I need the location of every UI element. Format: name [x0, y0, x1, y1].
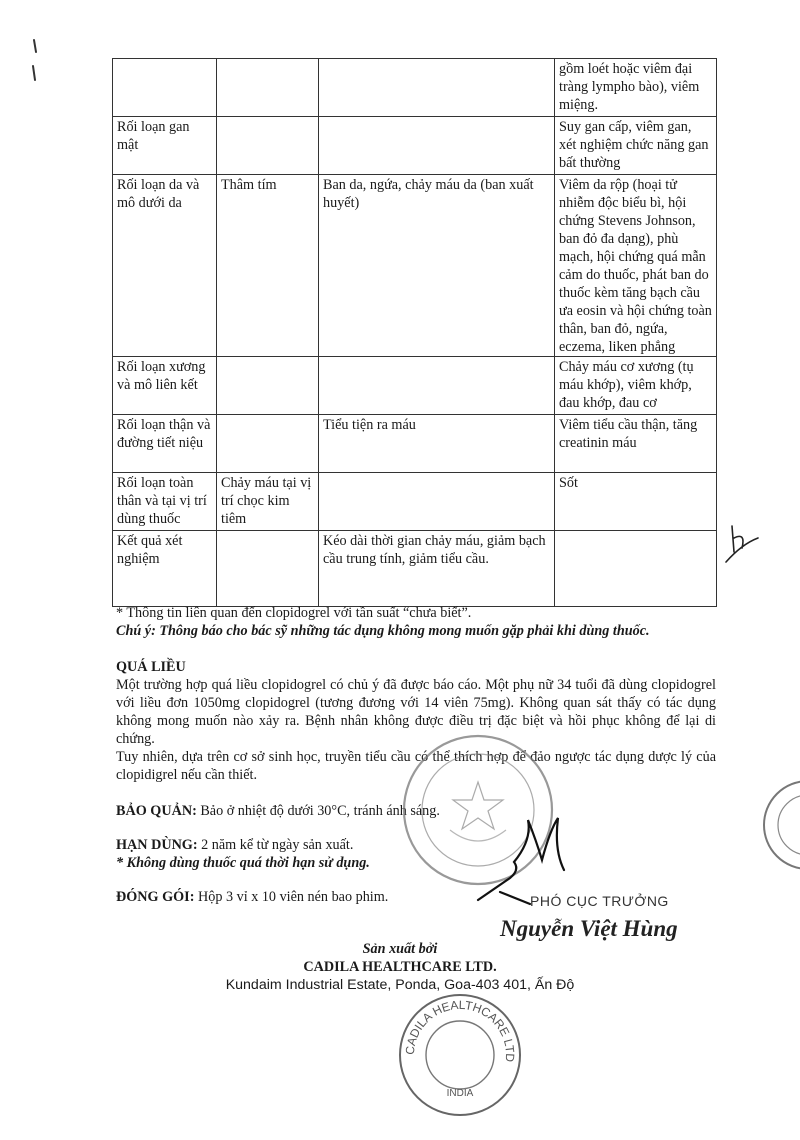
packing-text: Hộp 3 vỉ x 10 viên nén bao phim.: [194, 889, 389, 905]
table-cell: Thâm tím: [217, 175, 319, 357]
table-cell: [217, 415, 319, 473]
footnote: * Thông tin liên quan đến clopidogrel với tần suất “chưa biết”.: [116, 605, 472, 621]
table-cell: [217, 357, 319, 415]
partial-stamp-icon: [760, 770, 800, 880]
initials-scribble-icon: [722, 518, 762, 568]
table-cell: Kéo dài thời gian chảy máu, giảm bạch cầu trung tính, giảm tiểu cầu.: [319, 531, 555, 607]
stamp-text: CADILA HEALTHCARE LTD: [402, 997, 518, 1063]
expiry-text: 2 năm kể từ ngày sản xuất.: [197, 837, 354, 853]
manufacturer-by: Sản xuất bởi: [362, 941, 438, 957]
overdose-heading: QUÁ LIỀU: [116, 659, 186, 675]
table-cell: [113, 59, 217, 117]
table-cell: [319, 473, 555, 531]
table-cell: Rối loạn da và mô dưới da: [113, 175, 217, 357]
table-cell: Tiểu tiện ra máu: [319, 415, 555, 473]
table-cell: [217, 531, 319, 607]
overdose-paragraph: Một trường hợp quá liều clopidogrel có chủ ý đã được báo cáo. Một phụ nữ 34 tuổi đã dùng clopidogrel với liều đơn 1050mg clopidogrel (tương đương với 14 viên 75mg). Không quan sát thấy có tác dụng không mong muốn nào xảy ra. Bệnh nhân không được điều trị đặc biệt và hồi phục không để lại di chứng.: [116, 677, 716, 747]
table-body: [113, 59, 717, 607]
table-cell: Rối loạn xương và mô liên kết: [113, 357, 217, 415]
table-cell: [319, 357, 555, 415]
table-cell: Rối loạn thận và đường tiết niệu: [113, 415, 217, 473]
table-cell: Ban da, ngứa, chảy máu da (ban xuất huyết): [319, 175, 555, 357]
table-row: [113, 473, 717, 531]
table-cell: [319, 117, 555, 175]
stamp-country: INDIA: [446, 1088, 474, 1099]
table-row: [113, 357, 717, 415]
company-stamp-icon: [395, 990, 525, 1120]
packing-label: ĐÓNG GÓI:: [116, 889, 195, 905]
table-cell: Rối loạn toàn thân và tại vị trí dùng thuốc: [113, 473, 217, 531]
expiry-warning: * Không dùng thuốc quá thời hạn sử dụng.: [116, 855, 370, 871]
table-cell: [319, 59, 555, 117]
adverse-effects-table: [112, 58, 717, 607]
table-cell: Suy gan cấp, viêm gan, xét nghiệm chức năng gan bất thường: [555, 117, 717, 175]
table-row: [113, 117, 717, 175]
table-cell: Sốt: [555, 473, 717, 531]
table-cell: [555, 531, 717, 607]
table-cell: gồm loét hoặc viêm đại tràng lympho bào), viêm miệng.: [555, 59, 717, 117]
manufacturer-address: Kundaim Industrial Estate, Ponda, Goa-403 401, Ấn Độ: [225, 977, 575, 993]
storage-label: BẢO QUẢN:: [116, 803, 197, 819]
table-row: [113, 59, 717, 117]
table-cell: Kết quả xét nghiệm: [113, 531, 217, 607]
table-cell: Chảy máu tại vị trí chọc kim tiêm: [217, 473, 319, 531]
margin-mark-icon: [28, 36, 42, 86]
expiry-label: HẠN DÙNG:: [116, 837, 198, 853]
table-cell: [217, 59, 319, 117]
manufacturer-name: CADILA HEALTHCARE LTD.: [303, 959, 497, 975]
overdose-paragraph-2: Tuy nhiên, dựa trên cơ sở sinh học, truyền tiểu cầu có thể thích hợp để đảo ngược tác dụng dược lý của clopidigrel nếu cần thiết.: [116, 749, 716, 783]
table-cell: Chảy máu cơ xương (tụ máu khớp), viêm khớp, đau khớp, đau cơ: [555, 357, 717, 415]
storage-text: Bảo ở nhiệt độ dưới 30°C, tránh ánh sáng.: [196, 803, 440, 819]
warning-note: Chú ý: Thông báo cho bác sỹ những tác dụng không mong muốn gặp phải khi dùng thuốc.: [116, 623, 650, 639]
table-row: [113, 415, 717, 473]
signatory-name: Nguyễn Việt Hùng: [500, 916, 678, 941]
table-row: [113, 175, 717, 357]
manufacturer-block: [0, 940, 800, 994]
table-cell: Viêm tiểu cầu thận, tăng creatinin máu: [555, 415, 717, 473]
table-row: [113, 531, 717, 607]
table-cell: [217, 117, 319, 175]
table-cell: Viêm da rộp (hoại tử nhiễm độc biểu bì, hội chứng Stevens Johnson, ban đỏ đa dạng), phù mạch, hội chứng quá mẫn cảm do thuốc, phát ban do thuốc kèm tăng bạch cầu ưa eosin và hội chứng toàn thân, ban đỏ, ngứa, eczema, liken phẳng: [555, 175, 717, 357]
signatory-title: PHÓ CỤC TRƯỞNG: [530, 893, 669, 909]
table-cell: Rối loạn gan mật: [113, 117, 217, 175]
